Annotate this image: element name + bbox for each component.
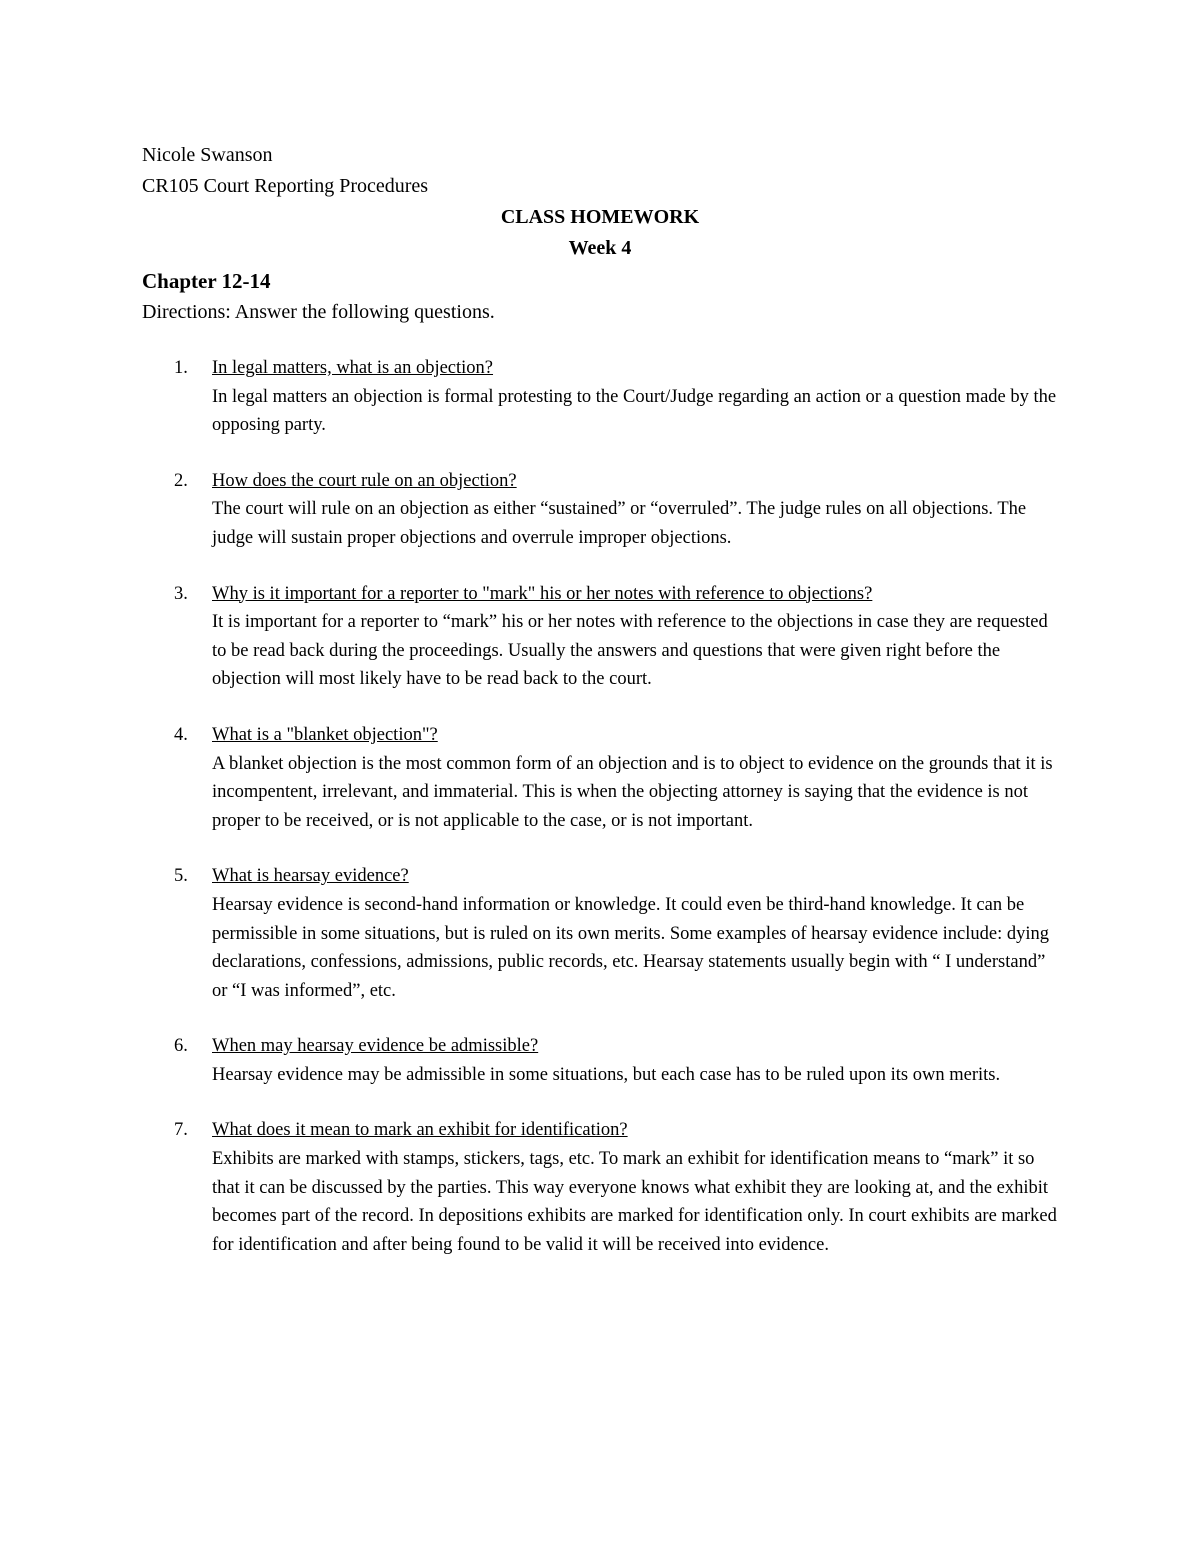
question-number: 5. [174,866,188,887]
question-text: In legal matters, what is an objection? [212,358,494,378]
answer-text: Exhibits are marked with stamps, stickers, tags, etc. To mark an exhibit for identification means to “mark” it so that it can be discussed by the parties. This way everyone knows what exhibit they are looking at, and the exhibit becomes part of the record. In depositions exhibits are marked for identification only. In court exhibits are marked for identification and after being found to be valid it will be received into evidence. [212,1149,1057,1255]
answer-text: A blanket objection is the most common form of an objection and is to object to evidence on the grounds that it is incompentent, irrelevant, and immaterial. This is when the objecting attorney is saying that the evidence is not proper to be received, or is not applicable to the case, or is not important. [212,753,1053,831]
week-label: Week 4 [568,237,632,259]
document-body [142,140,1062,1286]
question-number: 3. [174,583,188,604]
question-item-6 [142,1032,1062,1089]
course-name: CR105 Court Reporting Procedures [142,175,429,197]
answer-text: Hearsay evidence is second-hand information or knowledge. It could even be third-hand knowledge. It can be permissible in some situations, but is ruled on its own merits. Some examples of hearsay evidence include: dying declarations, confessions, admissions, public records, etc. Hearsay statements usually begin with “ I understand” or “I was informed”, etc. [212,894,1049,1001]
question-item-7 [142,1116,1062,1259]
question-number: 2. [174,470,188,491]
question-text: When may hearsay evidence be admissible? [212,1036,539,1057]
question-item-1 [142,354,1062,440]
question-item-4 [142,721,1062,835]
question-item-3 [142,580,1062,694]
answer-text: Hearsay evidence may be admissible in some situations, but each case has to be ruled upon its own merits. [212,1064,1001,1085]
question-item-2 [142,467,1062,553]
question-number: 6. [174,1036,188,1057]
author-name: Nicole Swanson [142,144,273,166]
answer-text: It is important for a reporter to “mark” his or her notes with reference to the objections in case they are requested to be read back during the proceedings. Usually the answers and questions that were given right before the objection will most likely have to be read back to the court. [212,612,1048,690]
question-number: 4. [174,724,188,745]
question-text: What does it mean to mark an exhibit for identification? [212,1120,628,1141]
question-text: Why is it important for a reporter to "mark" his or her notes with reference to objections? [212,583,873,604]
chapter-heading: Chapter 12-14 [142,269,271,293]
question-list [142,354,1062,1259]
question-item-5 [142,862,1062,1005]
question-text: What is hearsay evidence? [212,866,409,887]
question-text: How does the court rule on an objection? [212,470,517,491]
directions-text: Directions: Answer the following questions. [142,301,495,323]
answer-text: In legal matters an objection is formal protesting to the Court/Judge regarding an action or a question made by the opposing party. [212,386,1057,436]
question-number: 1. [174,358,188,378]
answer-text: The court will rule on an objection as either “sustained” or “overruled”. The judge rules on all objections. The judge will sustain proper objections and overrule improper objections. [212,499,1027,548]
question-text: What is a "blanket objection"? [212,724,438,745]
document-title: CLASS HOMEWORK [500,206,700,228]
question-number: 7. [174,1120,188,1141]
